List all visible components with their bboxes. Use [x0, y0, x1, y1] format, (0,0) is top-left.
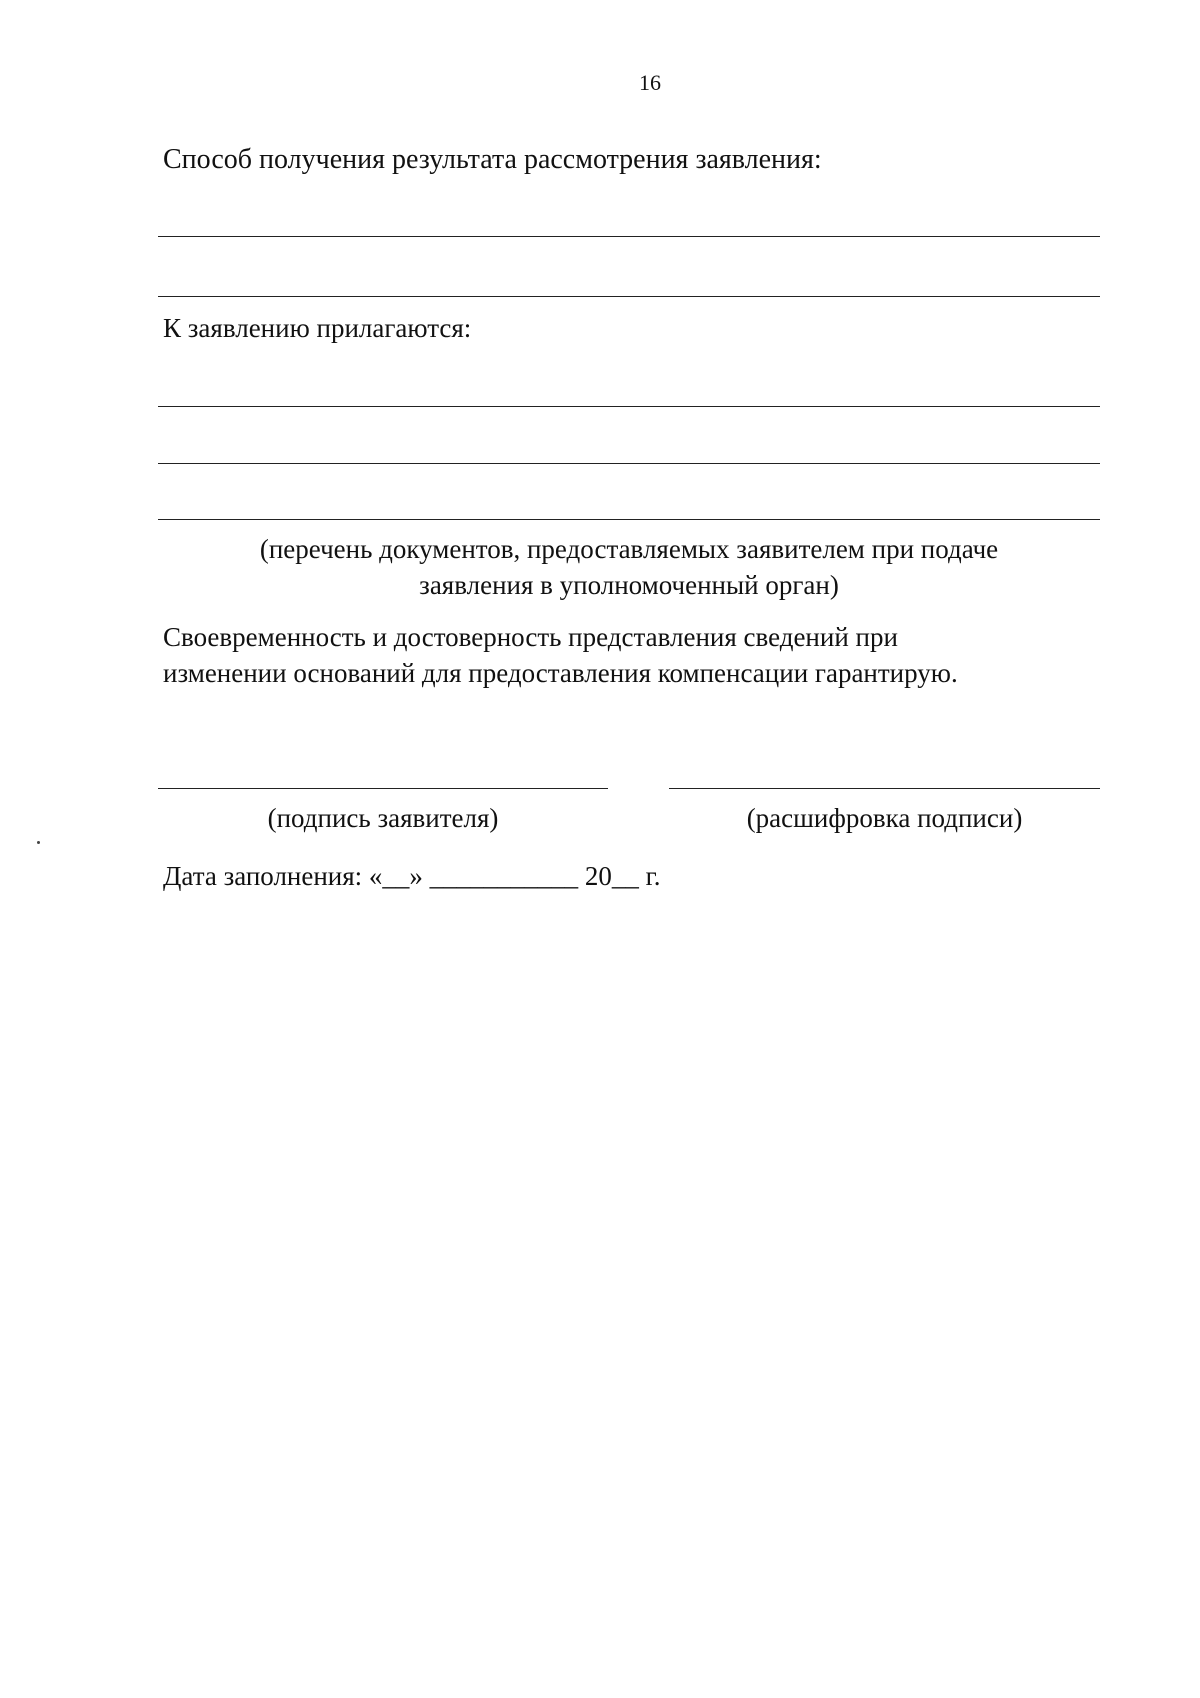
scan-speck: [37, 841, 40, 844]
attachments-label: К заявлению прилагаются:: [163, 313, 472, 343]
signature-transcript-caption: (расшифровка подписи): [746, 803, 1023, 833]
result-method-line-2: [158, 296, 1100, 297]
page-number: 16: [639, 70, 661, 95]
guarantee-text-line-2: изменении оснований для предоставления компенсации гарантирую.: [163, 658, 958, 688]
signature-transcript-line: [669, 788, 1100, 789]
fill-date-line: Дата заполнения: «__» ___________ 20__ г.: [163, 861, 661, 891]
attachments-line-3: [158, 519, 1100, 520]
applicant-signature-caption: (подпись заявителя): [267, 803, 499, 833]
attachments-line-1: [158, 406, 1100, 407]
applicant-signature-line: [158, 788, 608, 789]
attachments-caption-line-1: (перечень документов, предоставляемых заявителем при подаче: [259, 534, 999, 564]
result-method-line-1: [158, 236, 1100, 237]
attachments-line-2: [158, 463, 1100, 464]
attachments-caption-line-2: заявления в уполномоченный орган): [419, 570, 839, 600]
result-method-label: Способ получения результата рассмотрения заявления:: [163, 144, 822, 175]
guarantee-text-line-1: Своевременность и достоверность представления сведений при: [163, 622, 898, 652]
